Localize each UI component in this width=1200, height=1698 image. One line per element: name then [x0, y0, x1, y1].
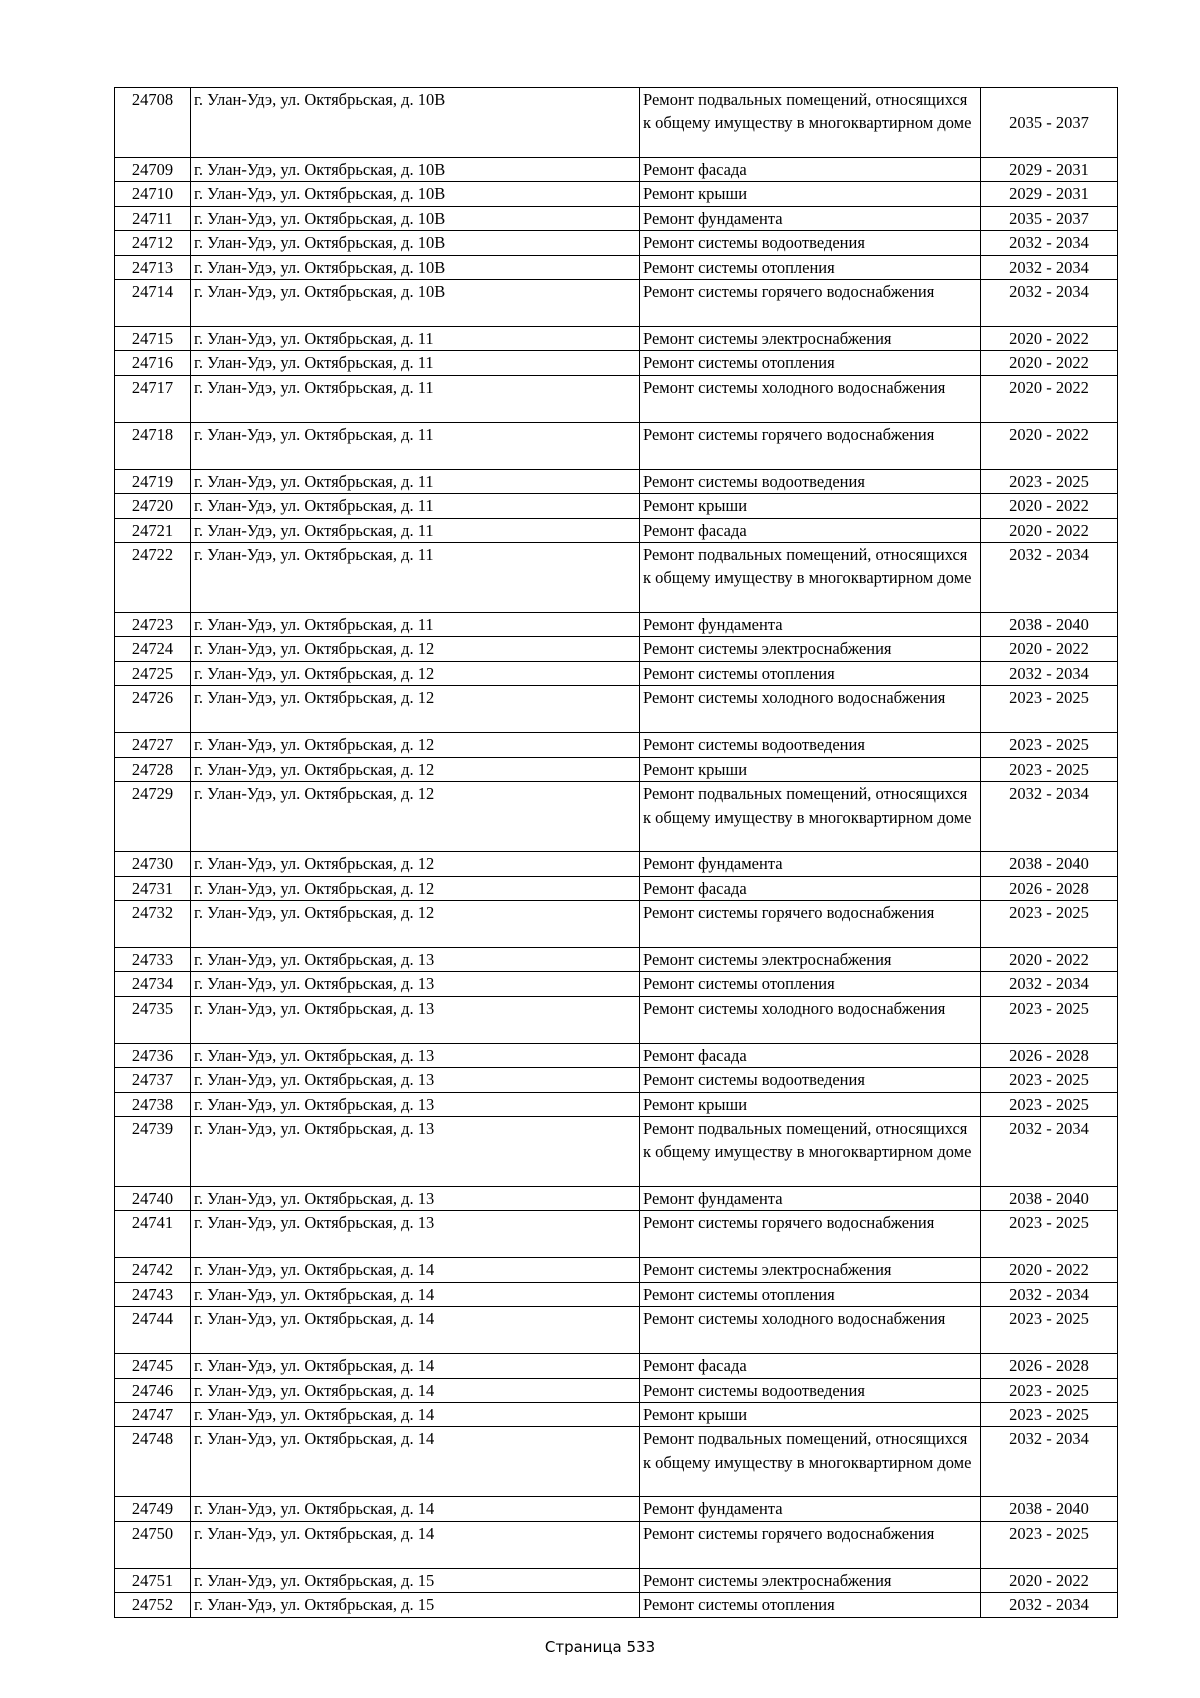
work-type-cell: Ремонт фундамента: [640, 206, 981, 230]
table-row: [115, 876, 1118, 900]
period-cell: 2023 - 2025: [981, 469, 1118, 493]
period-cell: 2023 - 2025: [981, 900, 1118, 947]
work-type-cell: Ремонт фасада: [640, 1043, 981, 1067]
work-type-cell: Ремонт крыши: [640, 1402, 981, 1426]
period-cell: 2020 - 2022: [981, 1258, 1118, 1282]
address-cell: г. Улан-Удэ, ул. Октябрьская, д. 11: [191, 351, 640, 375]
row-number-cell: 24752: [115, 1593, 191, 1617]
period-cell: 2029 - 2031: [981, 182, 1118, 206]
row-number-cell: 24742: [115, 1258, 191, 1282]
work-type-cell: Ремонт системы горячего водоснабжения: [640, 280, 981, 327]
work-type-cell: Ремонт системы горячего водоснабжения: [640, 900, 981, 947]
table-row: [115, 972, 1118, 996]
address-cell: г. Улан-Удэ, ул. Октябрьская, д. 11: [191, 494, 640, 518]
period-cell: 2032 - 2034: [981, 543, 1118, 613]
row-number-cell: 24725: [115, 661, 191, 685]
period-cell: 2020 - 2022: [981, 1568, 1118, 1592]
table-row: [115, 255, 1118, 279]
row-number-cell: 24712: [115, 231, 191, 255]
address-cell: г. Улан-Удэ, ул. Октябрьская, д. 14: [191, 1427, 640, 1497]
table-row: [115, 1593, 1118, 1617]
table-row: [115, 280, 1118, 327]
address-cell: г. Улан-Удэ, ул. Октябрьская, д. 10В: [191, 158, 640, 182]
address-cell: г. Улан-Удэ, ул. Октябрьская, д. 14: [191, 1378, 640, 1402]
row-number-cell: 24722: [115, 543, 191, 613]
work-type-cell: Ремонт системы отопления: [640, 661, 981, 685]
table-row: [115, 351, 1118, 375]
work-type-cell: Ремонт фасада: [640, 518, 981, 542]
work-type-cell: Ремонт системы водоотведения: [640, 1068, 981, 1092]
table-row: [115, 782, 1118, 852]
work-type-cell: Ремонт системы отопления: [640, 351, 981, 375]
address-cell: г. Улан-Удэ, ул. Октябрьская, д. 10В: [191, 231, 640, 255]
period-cell: 2020 - 2022: [981, 518, 1118, 542]
address-cell: г. Улан-Удэ, ул. Октябрьская, д. 13: [191, 1068, 640, 1092]
period-cell: 2035 - 2037: [981, 206, 1118, 230]
row-number-cell: 24749: [115, 1497, 191, 1521]
page-number: Страница 533: [544, 1638, 656, 1656]
table-row: [115, 1068, 1118, 1092]
table-row: [115, 1092, 1118, 1116]
row-number-cell: 24741: [115, 1211, 191, 1258]
work-type-cell: Ремонт системы холодного водоснабжения: [640, 375, 981, 422]
row-number-cell: 24735: [115, 996, 191, 1043]
address-cell: г. Улан-Удэ, ул. Октябрьская, д. 10В: [191, 206, 640, 230]
table-row: [115, 1521, 1118, 1568]
row-number-cell: 24747: [115, 1402, 191, 1426]
row-number-cell: 24740: [115, 1186, 191, 1210]
row-number-cell: 24719: [115, 469, 191, 493]
table-row: [115, 852, 1118, 876]
address-cell: г. Улан-Удэ, ул. Октябрьская, д. 14: [191, 1282, 640, 1306]
work-type-cell: Ремонт системы электроснабжения: [640, 947, 981, 971]
table-row: [115, 1568, 1118, 1592]
period-cell: 2038 - 2040: [981, 852, 1118, 876]
period-cell: 2023 - 2025: [981, 733, 1118, 757]
work-type-cell: Ремонт системы электроснабжения: [640, 1568, 981, 1592]
work-type-cell: Ремонт подвальных помещений, относящихся к общему имуществу в многоквартирном доме: [640, 1427, 981, 1497]
period-cell: 2020 - 2022: [981, 422, 1118, 469]
address-cell: г. Улан-Удэ, ул. Октябрьская, д. 12: [191, 661, 640, 685]
table-row: [115, 1116, 1118, 1186]
row-number-cell: 24751: [115, 1568, 191, 1592]
table-row: [115, 375, 1118, 422]
address-cell: г. Улан-Удэ, ул. Октябрьская, д. 11: [191, 422, 640, 469]
work-type-cell: Ремонт системы холодного водоснабжения: [640, 996, 981, 1043]
address-cell: г. Улан-Удэ, ул. Октябрьская, д. 14: [191, 1402, 640, 1426]
row-number-cell: 24720: [115, 494, 191, 518]
table-row: [115, 637, 1118, 661]
row-number-cell: 24746: [115, 1378, 191, 1402]
table-row: [115, 1354, 1118, 1378]
work-type-cell: Ремонт системы электроснабжения: [640, 1258, 981, 1282]
address-cell: г. Улан-Удэ, ул. Октябрьская, д. 13: [191, 1116, 640, 1186]
work-type-cell: Ремонт системы отопления: [640, 972, 981, 996]
table-row: [115, 1211, 1118, 1258]
table-row: [115, 543, 1118, 613]
table-row: [115, 1043, 1118, 1067]
period-cell: 2020 - 2022: [981, 351, 1118, 375]
period-cell: 2032 - 2034: [981, 1593, 1118, 1617]
address-cell: г. Улан-Удэ, ул. Октябрьская, д. 13: [191, 972, 640, 996]
period-cell: 2023 - 2025: [981, 757, 1118, 781]
work-type-cell: Ремонт системы горячего водоснабжения: [640, 1521, 981, 1568]
work-type-cell: Ремонт фундамента: [640, 613, 981, 637]
table-row: [115, 757, 1118, 781]
table-row: [115, 1402, 1118, 1426]
period-cell: 2032 - 2034: [981, 782, 1118, 852]
work-type-cell: Ремонт крыши: [640, 182, 981, 206]
row-number-cell: 24730: [115, 852, 191, 876]
work-type-cell: Ремонт системы горячего водоснабжения: [640, 1211, 981, 1258]
period-cell: 2032 - 2034: [981, 280, 1118, 327]
row-number-cell: 24732: [115, 900, 191, 947]
table-row: [115, 1497, 1118, 1521]
table-row: [115, 1378, 1118, 1402]
period-cell: 2020 - 2022: [981, 947, 1118, 971]
table-row: [115, 1186, 1118, 1210]
row-number-cell: 24736: [115, 1043, 191, 1067]
address-cell: г. Улан-Удэ, ул. Октябрьская, д. 13: [191, 1211, 640, 1258]
table-body: [115, 88, 1118, 1618]
table-row: [115, 1307, 1118, 1354]
period-cell: 2020 - 2022: [981, 637, 1118, 661]
repair-schedule-table: [114, 87, 1118, 1618]
work-type-cell: Ремонт системы холодного водоснабжения: [640, 1307, 981, 1354]
address-cell: г. Улан-Удэ, ул. Октябрьская, д. 12: [191, 852, 640, 876]
work-type-cell: Ремонт подвальных помещений, относящихся к общему имуществу в многоквартирном доме: [640, 88, 981, 158]
table-row: [115, 1427, 1118, 1497]
address-cell: г. Улан-Удэ, ул. Октябрьская, д. 14: [191, 1354, 640, 1378]
address-cell: г. Улан-Удэ, ул. Октябрьская, д. 12: [191, 757, 640, 781]
period-cell: 2038 - 2040: [981, 1497, 1118, 1521]
address-cell: г. Улан-Удэ, ул. Октябрьская, д. 11: [191, 375, 640, 422]
address-cell: г. Улан-Удэ, ул. Октябрьская, д. 14: [191, 1497, 640, 1521]
row-number-cell: 24738: [115, 1092, 191, 1116]
period-cell: 2023 - 2025: [981, 1307, 1118, 1354]
row-number-cell: 24744: [115, 1307, 191, 1354]
period-cell: 2032 - 2034: [981, 1427, 1118, 1497]
address-cell: г. Улан-Удэ, ул. Октябрьская, д. 12: [191, 876, 640, 900]
row-number-cell: 24715: [115, 327, 191, 351]
row-number-cell: 24745: [115, 1354, 191, 1378]
address-cell: г. Улан-Удэ, ул. Октябрьская, д. 10В: [191, 255, 640, 279]
address-cell: г. Улан-Удэ, ул. Октябрьская, д. 13: [191, 996, 640, 1043]
period-cell: 2023 - 2025: [981, 1521, 1118, 1568]
row-number-cell: 24727: [115, 733, 191, 757]
row-number-cell: 24718: [115, 422, 191, 469]
table-row: [115, 1258, 1118, 1282]
work-type-cell: Ремонт системы водоотведения: [640, 231, 981, 255]
table-row: [115, 996, 1118, 1043]
row-number-cell: 24708: [115, 88, 191, 158]
table-row: [115, 231, 1118, 255]
work-type-cell: Ремонт подвальных помещений, относящихся к общему имуществу в многоквартирном доме: [640, 1116, 981, 1186]
table-row: [115, 88, 1118, 158]
period-cell: 2023 - 2025: [981, 996, 1118, 1043]
period-cell: 2023 - 2025: [981, 686, 1118, 733]
period-cell: 2032 - 2034: [981, 1282, 1118, 1306]
address-cell: г. Улан-Удэ, ул. Октябрьская, д. 12: [191, 733, 640, 757]
row-number-cell: 24729: [115, 782, 191, 852]
row-number-cell: 24728: [115, 757, 191, 781]
address-cell: г. Улан-Удэ, ул. Октябрьская, д. 11: [191, 327, 640, 351]
work-type-cell: Ремонт фасада: [640, 1354, 981, 1378]
period-cell: 2023 - 2025: [981, 1378, 1118, 1402]
address-cell: г. Улан-Удэ, ул. Октябрьская, д. 14: [191, 1258, 640, 1282]
table-row: [115, 494, 1118, 518]
period-cell: 2026 - 2028: [981, 876, 1118, 900]
table-row: [115, 182, 1118, 206]
address-cell: г. Улан-Удэ, ул. Октябрьская, д. 12: [191, 782, 640, 852]
row-number-cell: 24731: [115, 876, 191, 900]
row-number-cell: 24710: [115, 182, 191, 206]
address-cell: г. Улан-Удэ, ул. Октябрьская, д. 13: [191, 947, 640, 971]
address-cell: г. Улан-Удэ, ул. Октябрьская, д. 15: [191, 1568, 640, 1592]
row-number-cell: 24750: [115, 1521, 191, 1568]
period-cell: 2038 - 2040: [981, 1186, 1118, 1210]
row-number-cell: 24726: [115, 686, 191, 733]
work-type-cell: Ремонт фасада: [640, 158, 981, 182]
address-cell: г. Улан-Удэ, ул. Октябрьская, д. 12: [191, 637, 640, 661]
work-type-cell: Ремонт крыши: [640, 1092, 981, 1116]
work-type-cell: Ремонт системы водоотведения: [640, 1378, 981, 1402]
work-type-cell: Ремонт системы отопления: [640, 255, 981, 279]
row-number-cell: 24709: [115, 158, 191, 182]
period-cell: 2035 - 2037: [981, 88, 1118, 158]
address-cell: г. Улан-Удэ, ул. Октябрьская, д. 13: [191, 1092, 640, 1116]
table-row: [115, 1282, 1118, 1306]
row-number-cell: 24711: [115, 206, 191, 230]
work-type-cell: Ремонт фундамента: [640, 1186, 981, 1210]
period-cell: 2032 - 2034: [981, 972, 1118, 996]
row-number-cell: 24721: [115, 518, 191, 542]
address-cell: г. Улан-Удэ, ул. Октябрьская, д. 14: [191, 1521, 640, 1568]
address-cell: г. Улан-Удэ, ул. Октябрьская, д. 13: [191, 1186, 640, 1210]
row-number-cell: 24714: [115, 280, 191, 327]
period-cell: 2032 - 2034: [981, 661, 1118, 685]
table-row: [115, 686, 1118, 733]
period-cell: 2032 - 2034: [981, 255, 1118, 279]
table-row: [115, 469, 1118, 493]
table-row: [115, 158, 1118, 182]
work-type-cell: Ремонт системы отопления: [640, 1593, 981, 1617]
address-cell: г. Улан-Удэ, ул. Октябрьская, д. 10В: [191, 182, 640, 206]
table-row: [115, 518, 1118, 542]
row-number-cell: 24743: [115, 1282, 191, 1306]
address-cell: г. Улан-Удэ, ул. Октябрьская, д. 11: [191, 543, 640, 613]
work-type-cell: Ремонт системы отопления: [640, 1282, 981, 1306]
period-cell: 2029 - 2031: [981, 158, 1118, 182]
work-type-cell: Ремонт системы электроснабжения: [640, 637, 981, 661]
work-type-cell: Ремонт крыши: [640, 494, 981, 518]
table-row: [115, 733, 1118, 757]
work-type-cell: Ремонт системы холодного водоснабжения: [640, 686, 981, 733]
table-row: [115, 422, 1118, 469]
row-number-cell: 24723: [115, 613, 191, 637]
period-cell: 2038 - 2040: [981, 613, 1118, 637]
work-type-cell: Ремонт подвальных помещений, относящихся к общему имуществу в многоквартирном доме: [640, 782, 981, 852]
period-cell: 2020 - 2022: [981, 494, 1118, 518]
period-cell: 2026 - 2028: [981, 1043, 1118, 1067]
period-cell: 2032 - 2034: [981, 231, 1118, 255]
row-number-cell: 24734: [115, 972, 191, 996]
row-number-cell: 24717: [115, 375, 191, 422]
address-cell: г. Улан-Удэ, ул. Октябрьская, д. 10В: [191, 280, 640, 327]
period-cell: 2023 - 2025: [981, 1402, 1118, 1426]
table-row: [115, 947, 1118, 971]
work-type-cell: Ремонт фасада: [640, 876, 981, 900]
row-number-cell: 24748: [115, 1427, 191, 1497]
address-cell: г. Улан-Удэ, ул. Октябрьская, д. 11: [191, 613, 640, 637]
period-cell: 2020 - 2022: [981, 327, 1118, 351]
work-type-cell: Ремонт крыши: [640, 757, 981, 781]
row-number-cell: 24739: [115, 1116, 191, 1186]
work-type-cell: Ремонт системы электроснабжения: [640, 327, 981, 351]
row-number-cell: 24724: [115, 637, 191, 661]
row-number-cell: 24716: [115, 351, 191, 375]
work-type-cell: Ремонт фундамента: [640, 1497, 981, 1521]
address-cell: г. Улан-Удэ, ул. Октябрьская, д. 12: [191, 900, 640, 947]
row-number-cell: 24737: [115, 1068, 191, 1092]
address-cell: г. Улан-Удэ, ул. Октябрьская, д. 11: [191, 518, 640, 542]
row-number-cell: 24713: [115, 255, 191, 279]
period-cell: 2026 - 2028: [981, 1354, 1118, 1378]
period-cell: 2032 - 2034: [981, 1116, 1118, 1186]
table-row: [115, 327, 1118, 351]
row-number-cell: 24733: [115, 947, 191, 971]
table-row: [115, 900, 1118, 947]
period-cell: 2023 - 2025: [981, 1068, 1118, 1092]
address-cell: г. Улан-Удэ, ул. Октябрьская, д. 15: [191, 1593, 640, 1617]
period-cell: 2023 - 2025: [981, 1211, 1118, 1258]
address-cell: г. Улан-Удэ, ул. Октябрьская, д. 12: [191, 686, 640, 733]
work-type-cell: Ремонт системы водоотведения: [640, 733, 981, 757]
table-row: [115, 206, 1118, 230]
period-cell: 2020 - 2022: [981, 375, 1118, 422]
address-cell: г. Улан-Удэ, ул. Октябрьская, д. 13: [191, 1043, 640, 1067]
work-type-cell: Ремонт фундамента: [640, 852, 981, 876]
work-type-cell: Ремонт подвальных помещений, относящихся к общему имуществу в многоквартирном доме: [640, 543, 981, 613]
work-type-cell: Ремонт системы водоотведения: [640, 469, 981, 493]
period-cell: 2023 - 2025: [981, 1092, 1118, 1116]
table-row: [115, 661, 1118, 685]
address-cell: г. Улан-Удэ, ул. Октябрьская, д. 14: [191, 1307, 640, 1354]
address-cell: г. Улан-Удэ, ул. Октябрьская, д. 11: [191, 469, 640, 493]
work-type-cell: Ремонт системы горячего водоснабжения: [640, 422, 981, 469]
address-cell: г. Улан-Удэ, ул. Октябрьская, д. 10В: [191, 88, 640, 158]
table-row: [115, 613, 1118, 637]
